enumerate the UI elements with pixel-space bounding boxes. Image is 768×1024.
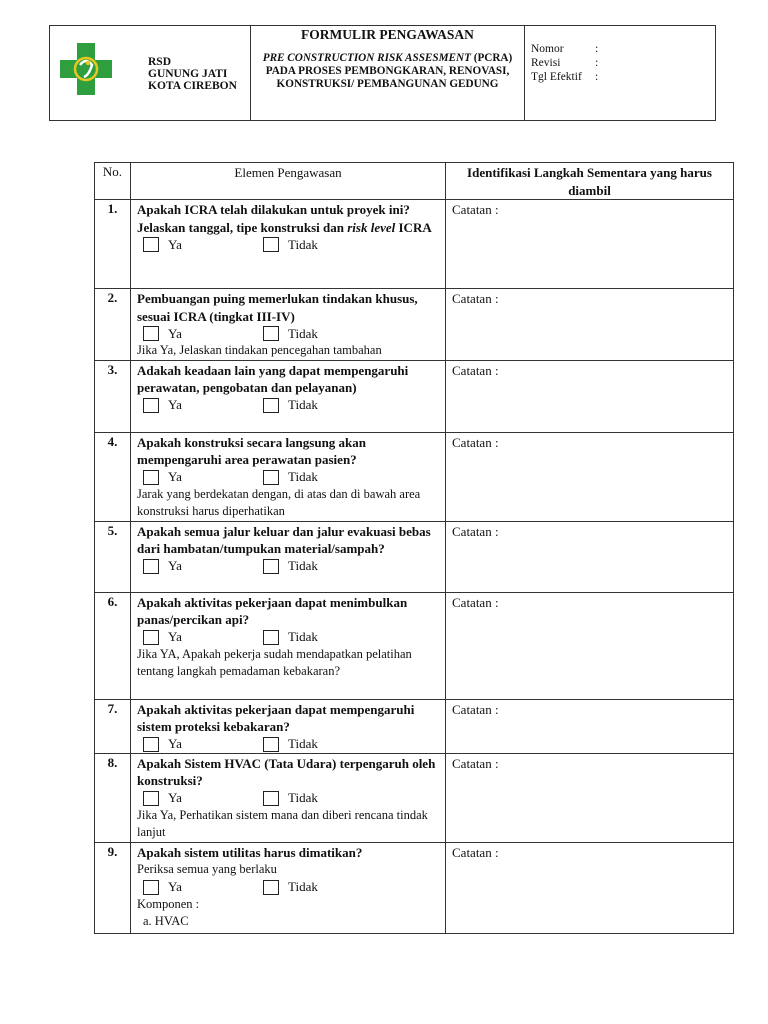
- question-detail: Jelaskan tanggal, tipe konstruksi dan risk level ICRA: [137, 219, 432, 235]
- option-tidak[interactable]: Tidak: [263, 628, 383, 646]
- subtitle-line-2: PADA PROSES PEMBONGKARAN, RENOVASI,: [265, 65, 510, 77]
- option-tidak[interactable]: Tidak: [263, 325, 383, 343]
- table-row: [95, 753, 734, 842]
- option-tidak[interactable]: Tidak: [263, 468, 383, 486]
- option-ya[interactable]: Ya: [143, 236, 263, 254]
- row-element: [131, 360, 446, 432]
- row-element: [131, 592, 446, 699]
- row-number: 6.: [95, 592, 131, 699]
- option-tidak[interactable]: Tidak: [263, 878, 383, 896]
- table-row: [95, 842, 734, 933]
- row-number: 4.: [95, 432, 131, 521]
- question-note: Jarak yang berdekatan dengan, di atas dan di bawah area konstruksi harus diperhatikan: [137, 486, 421, 518]
- option-tidak[interactable]: Tidak: [263, 735, 383, 753]
- form-title: FORMULIR PENGAWASAN: [301, 27, 474, 42]
- notes-cell[interactable]: [446, 289, 734, 361]
- table-row: [95, 289, 734, 361]
- table-header-row: [95, 163, 734, 200]
- option-ya[interactable]: Ya: [143, 735, 263, 753]
- notes-label: Catatan :: [452, 755, 499, 771]
- question-note: Jika Ya, Perhatikan sistem mana dan diberi rencana tindak lanjut: [137, 807, 428, 839]
- option-tidak[interactable]: Tidak: [263, 396, 383, 414]
- checkbox-tidak[interactable]: [263, 326, 279, 341]
- notes-label: Catatan :: [452, 594, 499, 610]
- option-ya[interactable]: Ya: [143, 468, 263, 486]
- table-row: [95, 200, 734, 289]
- meta-nomor: Nomor :: [531, 43, 599, 55]
- notes-cell[interactable]: [446, 592, 734, 699]
- question-text: Apakah Sistem HVAC (Tata Udara) terpengaruh oleh konstruksi?: [137, 755, 436, 788]
- subtitle-abbrev: (PCRA): [473, 52, 513, 64]
- option-ya[interactable]: Ya: [143, 878, 263, 896]
- meta-revisi: Revisi :: [531, 57, 599, 69]
- checkbox-ya[interactable]: [143, 398, 159, 413]
- component-item: a. HVAC: [143, 914, 189, 928]
- options: [143, 236, 439, 253]
- table-row: [95, 432, 734, 521]
- checkbox-tidak[interactable]: [263, 237, 279, 252]
- subtitle-italic: PRE CONSTRUCTION RISK ASSESMENT: [262, 52, 471, 64]
- col-header-element: Elemen Pengawasan: [131, 163, 446, 200]
- question-text: Pembuangan puing memerlukan tindakan khusus, sesuai ICRA (tingkat III-IV): [137, 291, 418, 324]
- question-text: Apakah konstruksi secara langsung akan mempengaruhi area perawatan pasien?: [137, 434, 367, 467]
- header-title-cell: [251, 26, 525, 120]
- checkbox-tidak[interactable]: [263, 470, 279, 485]
- row-number: 8.: [95, 753, 131, 842]
- question-text: Apakah ICRA telah dilakukan untuk proyek ini?: [137, 202, 410, 217]
- notes-label: Catatan :: [452, 434, 499, 450]
- checkbox-ya[interactable]: [143, 326, 159, 341]
- table-row: [95, 360, 734, 432]
- meta-tgl-efektif: Tgl Efektif :: [531, 71, 599, 83]
- form-header: [49, 25, 716, 121]
- option-ya[interactable]: Ya: [143, 557, 263, 575]
- notes-cell[interactable]: [446, 360, 734, 432]
- form-subtitle: [251, 52, 524, 91]
- option-tidak[interactable]: Tidak: [263, 789, 383, 807]
- checkbox-ya[interactable]: [143, 559, 159, 574]
- options: [143, 736, 439, 753]
- checkbox-ya[interactable]: [143, 880, 159, 895]
- row-element: [131, 521, 446, 592]
- components-label: Komponen :: [137, 896, 200, 911]
- notes-label: Catatan :: [452, 362, 499, 378]
- row-element: [131, 200, 446, 289]
- checkbox-tidak[interactable]: [263, 880, 279, 895]
- checkbox-tidak[interactable]: [263, 398, 279, 413]
- notes-cell[interactable]: [446, 432, 734, 521]
- table-row: [95, 699, 734, 753]
- org-line-2: GUNUNG JATI: [148, 68, 228, 80]
- question-note: Jika Ya, Jelaskan tindakan pencegahan tambahan: [137, 343, 382, 357]
- notes-label: Catatan :: [452, 701, 499, 717]
- question-text: Adakah keadaan lain yang dapat mempengaruhi perawatan, pengobatan dan pelayanan): [137, 362, 409, 395]
- options: [143, 469, 439, 486]
- row-number: 7.: [95, 699, 131, 753]
- org-line-3: KOTA CIREBON: [148, 80, 237, 92]
- table-row: [95, 521, 734, 592]
- options: [143, 629, 439, 646]
- question-text: Apakah aktivitas pekerjaan dapat mempengaruhi sistem proteksi kebakaran?: [137, 701, 415, 734]
- inspection-table: [94, 162, 734, 934]
- option-ya[interactable]: Ya: [143, 789, 263, 807]
- org-name: [148, 56, 237, 92]
- checkbox-ya[interactable]: [143, 791, 159, 806]
- question-note: Jika YA, Apakah pekerja sudah mendapatkan pelatihan tentang langkah pemadaman kebakaran?: [137, 646, 412, 678]
- header-org-cell: [50, 26, 251, 120]
- row-number: 1.: [95, 200, 131, 289]
- options: [143, 879, 439, 896]
- notes-label: Catatan :: [452, 844, 499, 860]
- question-text: Apakah semua jalur keluar dan jalur evakuasi bebas dari hambatan/tumpukan material/sampah?: [137, 523, 431, 556]
- options: [143, 558, 439, 575]
- checkbox-ya[interactable]: [143, 630, 159, 645]
- row-element: [131, 699, 446, 753]
- options: [143, 397, 439, 414]
- row-element: [131, 842, 446, 933]
- notes-cell[interactable]: [446, 200, 734, 289]
- option-ya[interactable]: Ya: [143, 325, 263, 343]
- checkbox-tidak[interactable]: [263, 791, 279, 806]
- table-row: [95, 592, 734, 699]
- notes-cell[interactable]: [446, 753, 734, 842]
- option-tidak[interactable]: Tidak: [263, 557, 383, 575]
- subtitle-line-3: KONSTRUKSI/ PEMBANGUNAN GEDUNG: [276, 78, 499, 90]
- row-number: 2.: [95, 289, 131, 361]
- options: [143, 325, 439, 342]
- option-tidak[interactable]: Tidak: [263, 236, 383, 254]
- notes-cell[interactable]: [446, 521, 734, 592]
- row-element: [131, 753, 446, 842]
- col-header-identification: Identifikasi Langkah Sementara yang harus diambil: [446, 163, 734, 200]
- row-number: 5.: [95, 521, 131, 592]
- notes-cell[interactable]: [446, 842, 734, 933]
- row-number: 9.: [95, 842, 131, 933]
- row-element: [131, 432, 446, 521]
- checkbox-tidak[interactable]: [263, 559, 279, 574]
- org-line-1: RSD: [148, 56, 172, 68]
- notes-label: Catatan :: [452, 523, 499, 539]
- checkbox-tidak[interactable]: [263, 737, 279, 752]
- checkbox-tidak[interactable]: [263, 630, 279, 645]
- option-ya[interactable]: Ya: [143, 396, 263, 414]
- checkbox-ya[interactable]: [143, 737, 159, 752]
- question-pre-note: Periksa semua yang berlaku: [137, 862, 277, 876]
- checkbox-ya[interactable]: [143, 237, 159, 252]
- question-text: Apakah aktivitas pekerjaan dapat menimbulkan panas/percikan api?: [137, 594, 408, 627]
- row-element: [131, 289, 446, 361]
- checkbox-ya[interactable]: [143, 470, 159, 485]
- question-text: Apakah sistem utilitas harus dimatikan?: [137, 844, 363, 860]
- option-ya[interactable]: Ya: [143, 628, 263, 646]
- notes-label: Catatan :: [452, 291, 499, 306]
- doc-meta: [531, 42, 598, 84]
- col-header-no: No.: [95, 163, 131, 200]
- row-number: 3.: [95, 360, 131, 432]
- options: [143, 790, 439, 807]
- header-meta-cell: [525, 26, 716, 120]
- notes-label: Catatan :: [452, 202, 499, 217]
- hospital-logo: [58, 41, 114, 97]
- notes-cell[interactable]: [446, 699, 734, 753]
